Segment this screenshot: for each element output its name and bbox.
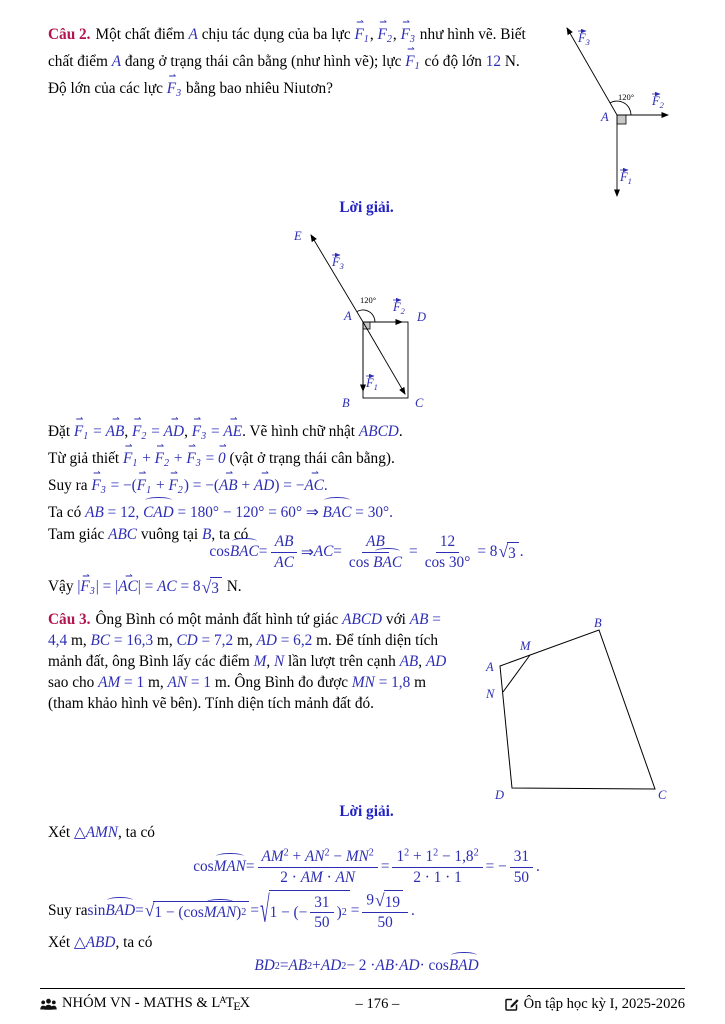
equation-bd-squared: BD 2 = AB 2 + AD 2 − 2 · AB · AD · cos BAD	[254, 957, 479, 974]
solution-3-consider-amn: Xét △AMN, ta có	[48, 824, 155, 841]
point-a-label: A	[486, 660, 494, 674]
footer-brand	[40, 995, 250, 1014]
point-a-label: A	[601, 110, 609, 124]
figure-quadrilateral-land	[481, 612, 679, 805]
point-b-label: B	[342, 396, 350, 410]
f1-label: $F_1$	[620, 170, 632, 186]
figure-rectangle-construction	[283, 224, 443, 416]
solution-2-line-3: Suy ra F ⇀3 = −(F ⇀1 + F ⇀2) = −(AB ⇀ + AD ⇀) = −AC ⇀.	[48, 475, 685, 502]
equation-cos-man: cos MAN = $\frac{AM^2 + AN^2 - MN^2}{2 \cdot AM \cdot AN}$ = $\frac{1^2 + 1^2 - 1,8^2}{2 \cdot 1 \cdot 1}$ = − $\frac{31}{50}$ .	[193, 847, 540, 886]
problem-3-line-4: sao cho AM = 1 m, AN = 1 m. Ông Bình đo được MN = 1,8 m	[48, 674, 427, 691]
point-n-label: N	[486, 687, 495, 701]
problem-2-line-3: Độ lớn của các lực F ⇀3 bằng bao nhiêu Niutơn?	[48, 78, 573, 105]
angle-label: 120°	[618, 92, 635, 102]
equation-cos-bac: cos BAC = $\frac{AB}{AC}$ ⇒ AC = $\frac{AB}{\text{cos BAC}}$ = $\frac{12}{\cos 30^\circ}$ = 8 √ 3 .	[48, 528, 685, 576]
vector-ae-arrow	[311, 235, 363, 322]
f2-label: $F_2$	[652, 94, 664, 110]
problem-2-label: Câu 2.	[48, 26, 91, 43]
solution-3-consider-abd: Xét △ABD, ta có	[48, 934, 153, 951]
point-a-label: A	[344, 309, 352, 323]
quadrilateral-abcd	[500, 630, 655, 789]
pencil-square-icon	[505, 997, 519, 1011]
problem-2	[48, 24, 573, 105]
point-m-label: M	[520, 639, 531, 653]
footer-rule	[40, 988, 685, 989]
problem-3-line-1: Câu 3. Ông Bình có một mảnh đất hình tứ giác ABCD với AB =	[48, 611, 441, 628]
footer-course	[505, 996, 685, 1013]
solution-2-line-1: Đặt F ⇀1 = AB ⇀, F ⇀2 = AD ⇀, F ⇀3 = AE ⇀. Vẽ hình chữ nhật ABCD.	[48, 421, 685, 448]
solution-2-line-4: Ta có AB = 12, CAD = 180° − 120° = 60° ⇒ BAC = 30°.	[48, 502, 685, 524]
vector-f3-arrow	[567, 28, 617, 115]
problem-3-line-5: (tham khảo hình vẽ bên). Tính diện tích mảnh đất đó.	[48, 695, 374, 712]
point-c-label: C	[415, 396, 424, 410]
problem-2-line-1: Câu 2. Một chất điểm A chịu tác dụng của ba lực F ⇀1, F ⇀2, F ⇀3 như hình vẽ. Biết	[48, 24, 573, 51]
users-icon	[40, 998, 57, 1011]
problem-3-line-2: 4,4 m, BC = 16,3 m, CD = 7,2 m, AD = 6,2 m. Để tính diện tích	[48, 632, 439, 649]
footer-course-text: Ôn tập học kỳ I, 2025-2026	[523, 995, 685, 1012]
conclusion-line: Vậy |F ⇀3| = |AC ⇀| = AC = 8 √ 3 N.	[48, 577, 242, 598]
solution-2-line-5: Tam giác ABC vuông tại B, ta có	[48, 526, 249, 544]
f1-label: $F_1$	[366, 376, 378, 392]
angle-label: 120°	[360, 295, 377, 305]
page-number: – 176 –	[355, 995, 400, 1012]
f2-label: $F_2$	[393, 300, 405, 316]
point-c-label: C	[658, 788, 667, 802]
point-b-label: B	[594, 616, 602, 630]
segment-mn	[503, 655, 530, 692]
problem-3	[48, 609, 498, 714]
f3-label: $F_3$	[332, 255, 344, 271]
footer	[40, 995, 685, 1014]
problem-2-line-2: chất điểm A đang ở trạng thái cân bằng (như hình vẽ); lực F ⇀1 có độ lớn 12 N.	[48, 51, 573, 78]
latex-logo: $L^ATEX$	[211, 995, 251, 1013]
point-e-label: E	[294, 229, 302, 243]
solution-2-line-2: Từ giả thiết F ⇀1 + F ⇀2 + F ⇀3 = 0 ⇀ (vật ở trạng thái cân bằng).	[48, 448, 685, 475]
problem-3-label: Câu 3.	[48, 611, 91, 628]
footer-brand-text: NHÓM VN - MATHS & $L^ATEX$	[62, 995, 251, 1013]
figure-force-diagram	[552, 20, 700, 205]
right-angle-marker	[617, 115, 626, 124]
solution-heading-1: Lời giải.	[339, 199, 394, 216]
point-d-label: D	[417, 310, 427, 324]
f3-label: $F_3$	[578, 31, 590, 47]
solution-heading-2: Lời giải.	[339, 803, 394, 820]
point-d-label: D	[495, 788, 505, 802]
problem-3-line-3: mảnh đất, ông Bình lấy các điểm M, N lần lượt trên cạnh AB, AD	[48, 653, 447, 670]
equation-sin-bad: Suy ra sin BAD = √ 1 − ( cos MAN ) 2 = √ 1 − ( − $\frac{31}{50}$ ) 2 = 9 √ 19 50 .	[48, 889, 415, 933]
